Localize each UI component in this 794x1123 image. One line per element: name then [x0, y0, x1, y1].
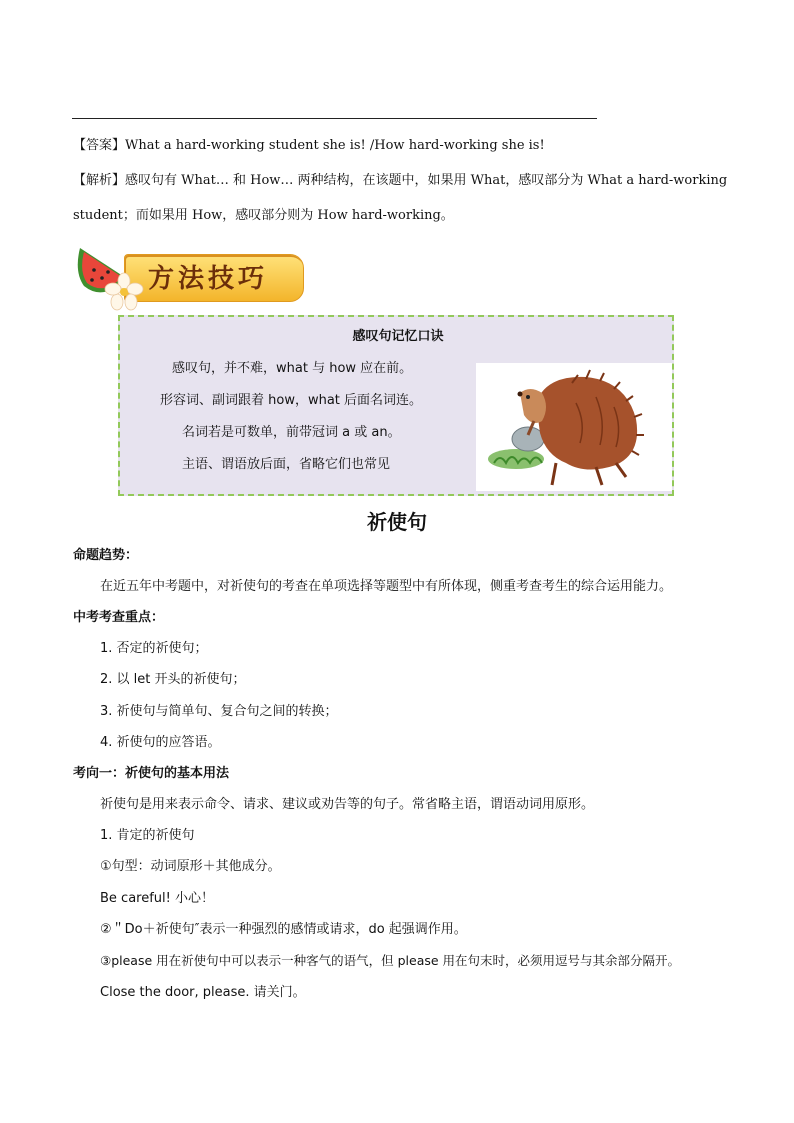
mnemonic-line: 主语、谓语放后面，省略它们也常见: [182, 457, 391, 472]
mnemonic-line: 形容词、副词跟着 how，what 后面名词连。: [160, 393, 423, 408]
answer-label: 【答案】: [73, 138, 126, 153]
analysis-paragraph-line1: [73, 172, 727, 190]
positive-imperative-label: 1. 肯定的祈使句: [100, 828, 195, 843]
analysis-label: 【解析】: [73, 173, 126, 188]
analysis-paragraph-line2: student；而如果用 How，感叹部分则为 How hard-working。: [73, 208, 454, 223]
flower-icon: [104, 272, 144, 312]
mnemonic-box: [118, 315, 674, 496]
example-be-careful: Be careful! 小心！: [100, 891, 214, 906]
direction-one-text: 祈使句是用来表示命令、请求、建议或劝告等的句子。常省略主语，谓语动词用原形。: [100, 797, 595, 812]
mnemonic-title: 感叹句记忆口诀: [352, 329, 444, 344]
hedgehog-illustration: [476, 363, 672, 491]
top-divider: [72, 118, 597, 119]
direction-one-label: 考向一：祈使句的基本用法: [73, 766, 230, 781]
answer-text: What a hard-working student she is! /How hard-working she is!: [125, 138, 545, 153]
do-usage: ②＂Do＋祈使句″表示一种强烈的感情或请求，do 起强调作用。: [100, 922, 467, 937]
section-title: 祈使句: [367, 510, 427, 534]
trend-text: 在近五年中考题中，对祈使句的考查在单项选择等题型中有所体现，侧重考查考生的综合运用能力。: [100, 579, 673, 594]
answer-paragraph: [73, 137, 545, 155]
mnemonic-line: 名词若是可数单，前带冠词 a 或 an。: [182, 425, 401, 440]
focus-item: 4. 祈使句的应答语。: [100, 735, 221, 750]
banner-title: 方法技巧: [148, 264, 269, 294]
sentence-pattern: ①句型：动词原形＋其他成分。: [100, 859, 281, 874]
focus-item: 3. 祈使句与简单句、复合句之间的转换；: [100, 704, 338, 719]
please-usage: ③please 用在祈使句中可以表示一种客气的语气，但 please 用在句末时，必须用逗号与其余部分隔开。: [100, 953, 681, 968]
method-tips-banner: [74, 236, 306, 312]
analysis-text-line1: 感叹句有 What… 和 How… 两种结构，在该题中，如果用 What，感叹部分为 What a hard-working: [125, 173, 728, 188]
example-close-door: Close the door, please. 请关门。: [100, 985, 306, 1000]
focus-label: 中考考查重点：: [73, 610, 165, 625]
focus-item: 1. 否定的祈使句；: [100, 641, 208, 656]
mnemonic-line: 感叹句，并不难，what 与 how 应在前。: [172, 361, 413, 376]
trend-label: 命题趋势：: [73, 548, 139, 563]
focus-item: 2. 以 let 开头的祈使句；: [100, 672, 246, 687]
